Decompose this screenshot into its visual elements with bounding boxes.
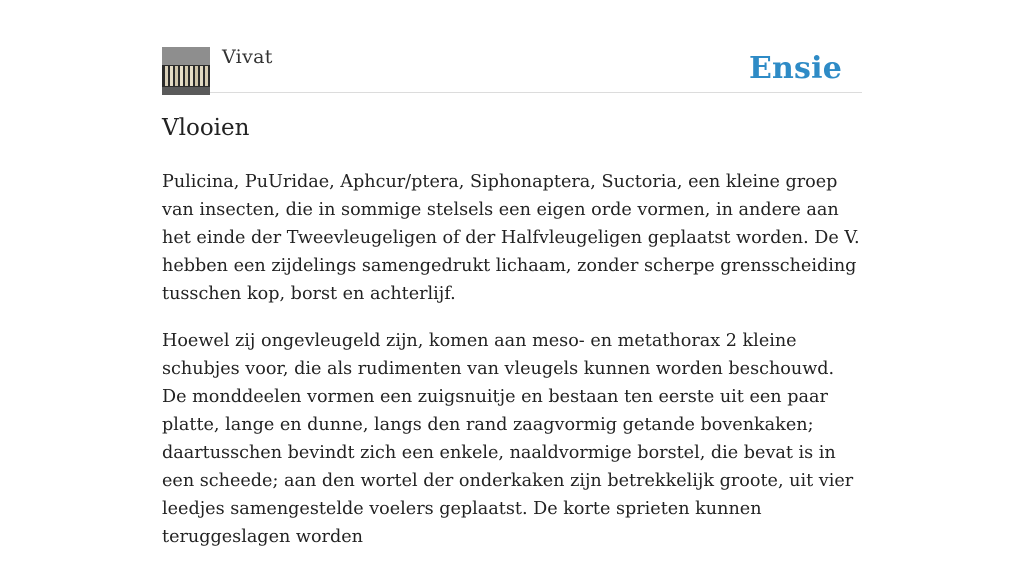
paragraph: Hoewel zij ongevleugeld zijn, komen aan meso- en metathorax 2 kleine schubjes voor, die als rudimenten van vleugels kunnen worden beschouwd. De monddeelen vormen een zuigsnuitje en bestaan ten eerste uit een paar platte, lange en dunne, langs den rand zaagvormig getande bovenkaken; daartusschen bevindt zich een enkele, naaldvormige borstel, die bevat is in een scheede; aan den wortel der onderkaken zijn betrekkelijk groote, uit vier leedjes samengestelde voelers geplaatst. De korte sprieten kunnen teruggeslagen worden <box>162 331 854 547</box>
paragraph: Pulicina, PuUridae, Aphcur/ptera, Siphonaptera, Suctoria, een kleine groep van insecten, die in sommige stelsels een eigen orde vormen, in andere aan het einde der Tweevleugeligen of der Halfvleugeligen geplaatst worden. De V. hebben een zijdelings samengedrukt lichaam, zonder scherpe grensscheiding tusschen kop, borst en achterlijf. <box>162 172 860 304</box>
books-image-icon <box>162 47 210 95</box>
page-title: Vlooien <box>162 115 250 141</box>
header <box>162 46 862 93</box>
avatar[interactable] <box>162 47 210 95</box>
ensie-logo[interactable]: Ensie <box>748 51 842 86</box>
site-name[interactable]: Vivat <box>222 46 273 68</box>
article-body <box>162 168 862 570</box>
